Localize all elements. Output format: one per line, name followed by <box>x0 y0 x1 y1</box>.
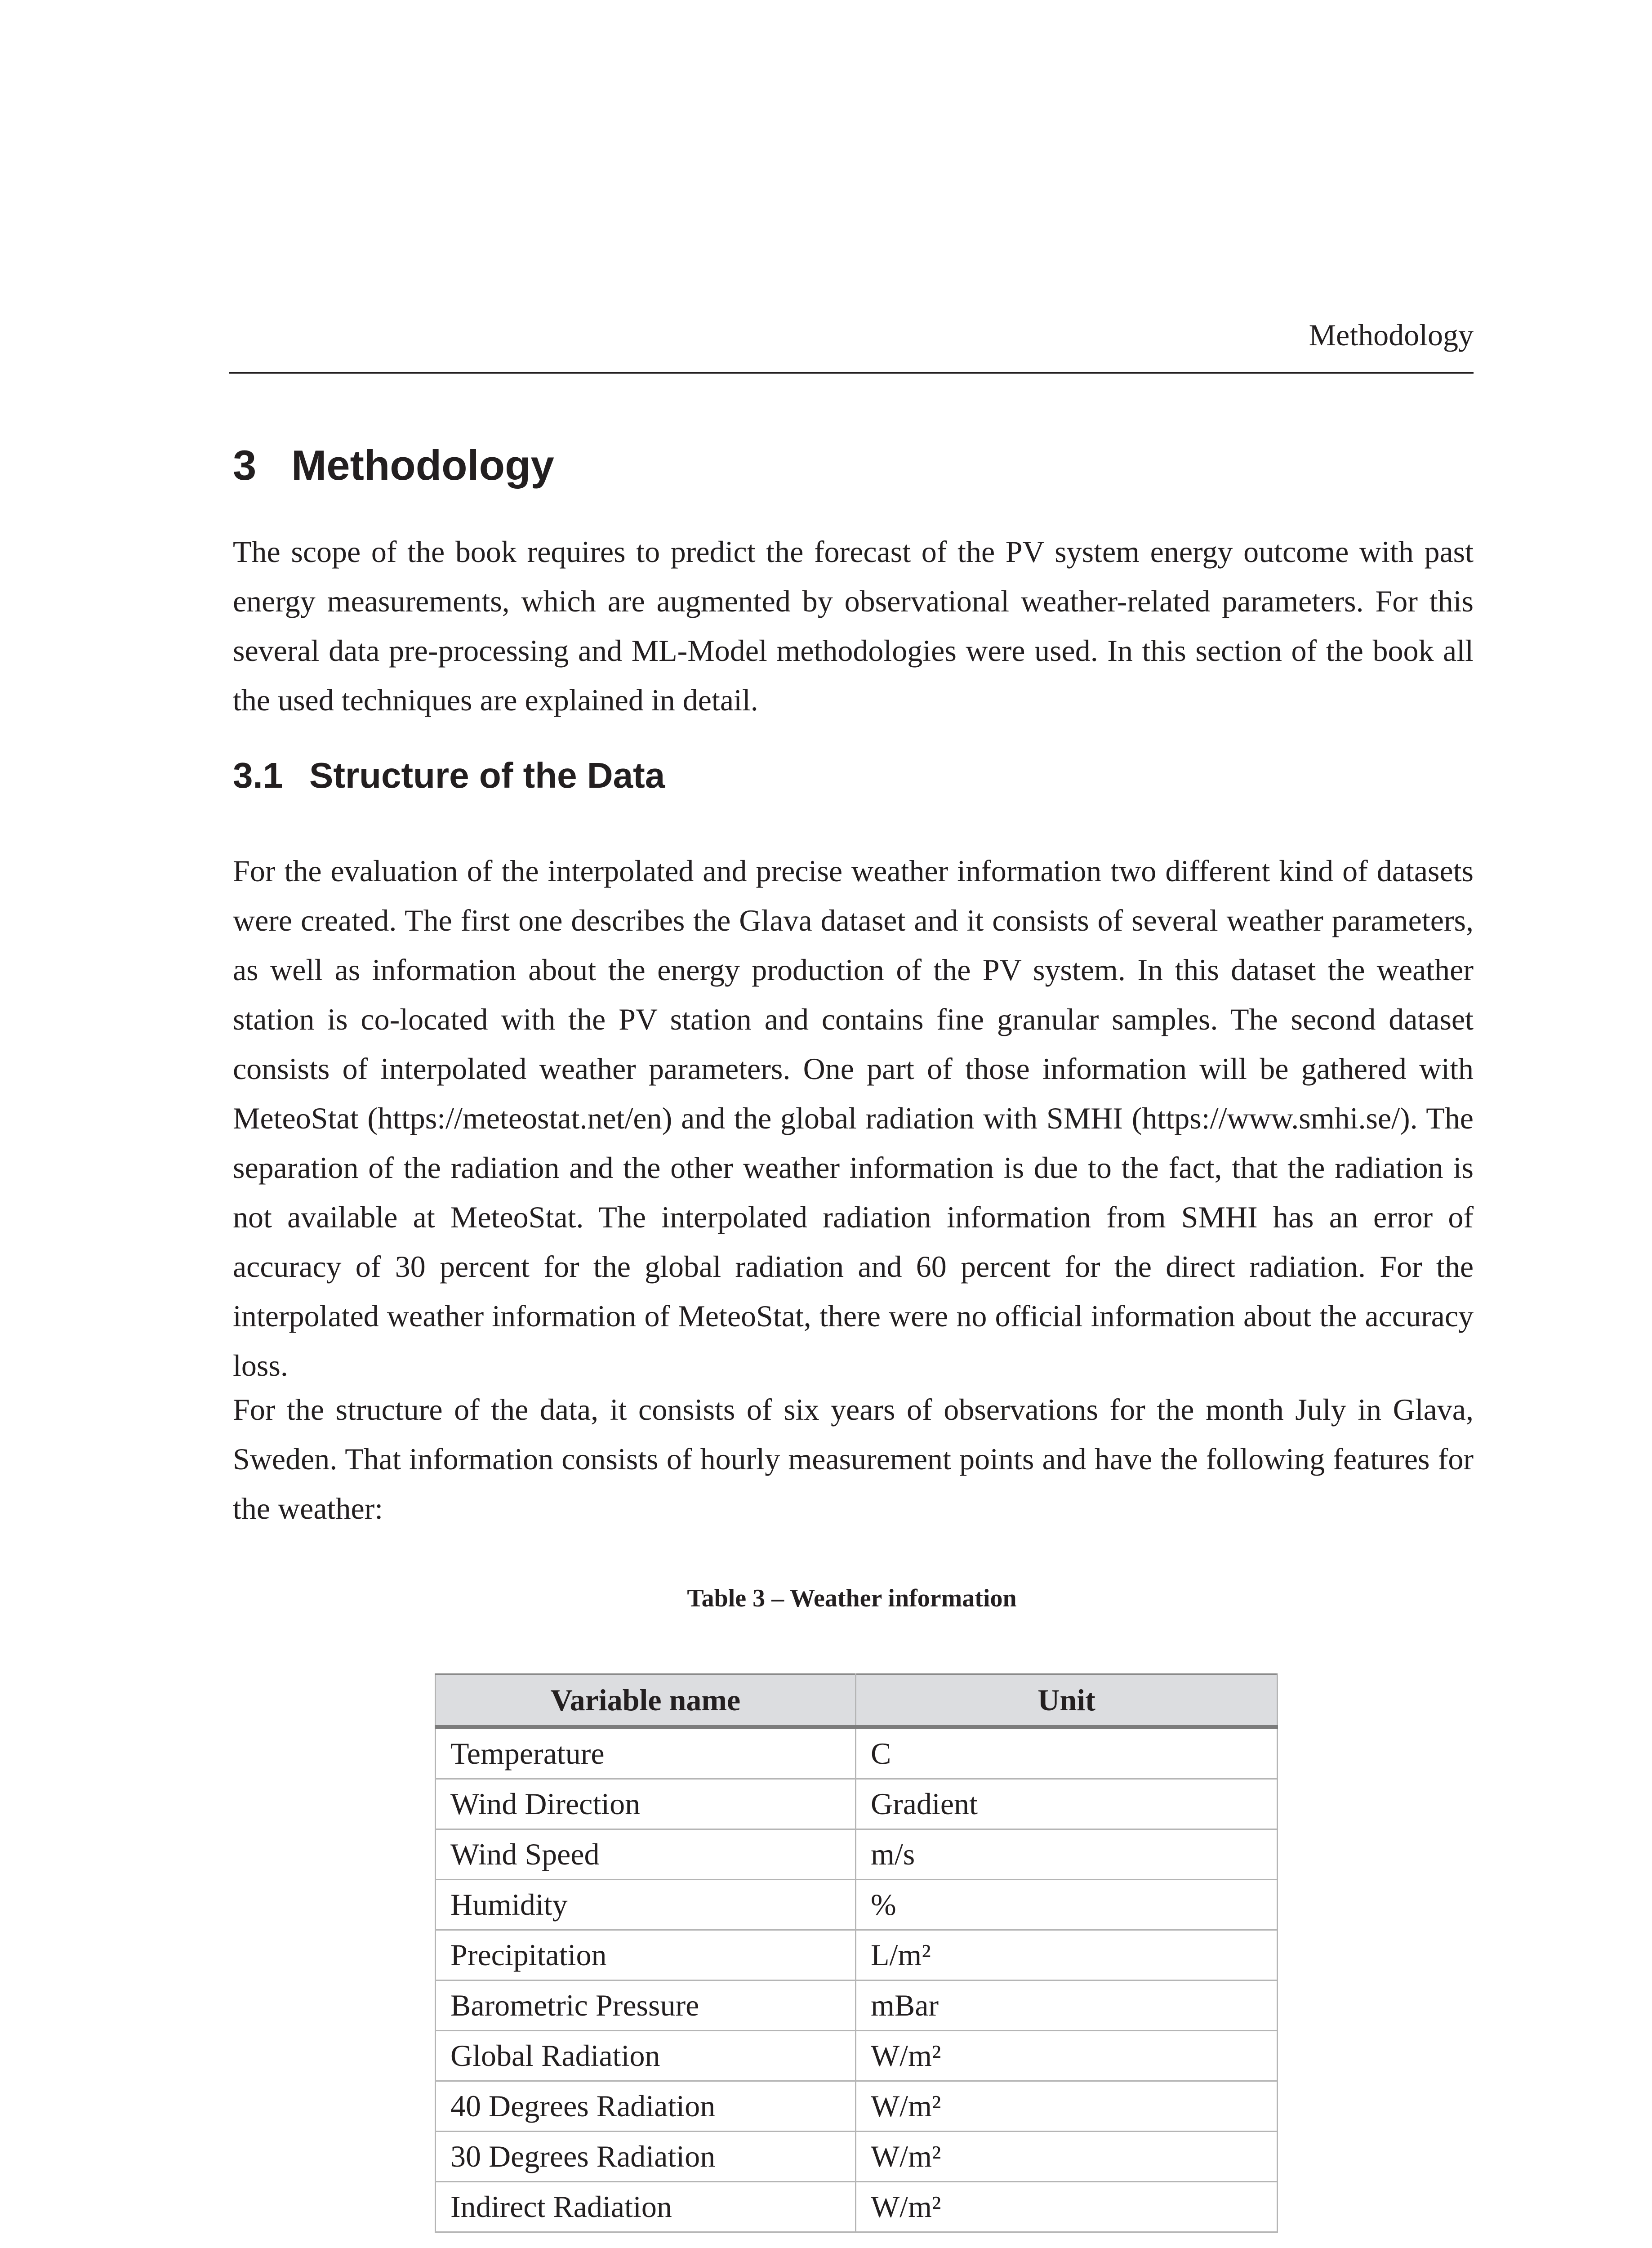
variable-name-cell: 30 Degrees Radiation <box>436 2132 856 2182</box>
unit-cell: W/m² <box>856 2081 1278 2132</box>
table-row <box>436 1829 1278 1880</box>
table-row <box>436 1930 1278 1980</box>
variable-name-cell: Temperature <box>436 1727 856 1779</box>
intro-paragraph: The scope of the book requires to predict the forecast of the PV system energy outcome with past energy measurements, which are augmented by observational weather-related parameters. For this several data pre-processing and ML-Model methodologies were used. In this section of the book all the used techniques are explained in detail. <box>233 535 1474 717</box>
unit-cell: % <box>856 1880 1278 1930</box>
weather-information-table <box>435 1673 1278 2233</box>
unit-cell: W/m² <box>856 2031 1278 2081</box>
table-row <box>436 2031 1278 2081</box>
table-row <box>436 2132 1278 2182</box>
unit-cell: L/m² <box>856 1930 1278 1980</box>
table-row <box>436 2182 1278 2232</box>
unit-cell: mBar <box>856 1980 1278 2031</box>
header-rule <box>229 372 1474 374</box>
variable-name-cell: 40 Degrees Radiation <box>436 2081 856 2132</box>
variable-name-cell: Barometric Pressure <box>436 1980 856 2031</box>
unit-cell: W/m² <box>856 2182 1278 2232</box>
unit-cell: Gradient <box>856 1779 1278 1829</box>
section-number: 3.1 <box>233 755 283 795</box>
variable-name-cell: Wind Direction <box>436 1779 856 1829</box>
table-caption: Table 3 – Weather information <box>687 1584 1017 1612</box>
unit-cell: W/m² <box>856 2132 1278 2182</box>
chapter-title <box>233 438 554 492</box>
variable-name-cell: Indirect Radiation <box>436 2182 856 2232</box>
unit-cell: m/s <box>856 1829 1278 1880</box>
variable-name-cell: Wind Speed <box>436 1829 856 1880</box>
section-title-text: Structure of the Data <box>309 755 665 795</box>
chapter-number: 3 <box>233 442 257 489</box>
table-row <box>436 1880 1278 1930</box>
table-row <box>436 1980 1278 2031</box>
column-header-unit: Unit <box>856 1674 1278 1727</box>
running-header: Methodology <box>1309 318 1474 352</box>
table-row <box>436 1779 1278 1829</box>
unit-cell: C <box>856 1727 1278 1779</box>
column-header-variable-name: Variable name <box>436 1674 856 1727</box>
body-paragraph: For the evaluation of the interpolated and precise weather information two different kind of datasets were created. The first one describes the Glava dataset and it consists of several weather parameters, as well as information about the energy production of the PV system. In this dataset the weather station is co-located with the PV station and contains fine granular samples. The second dataset consists of interpolated weather parameters. One part of those information will be gathered with MeteoStat (https://meteostat.net/en) and the global radiation with SMHI (https://www.smhi.se/). The separation of the radiation and the other weather information is due to the fact, that the radiation is not available at MeteoStat. The interpolated radiation information from SMHI has an error of accuracy of 30 percent for the global radiation and 60 percent for the direct radiation. For the interpolated weather information of MeteoStat, there were no official information about the accuracy loss. <box>233 854 1474 1383</box>
chapter-title-text: Methodology <box>291 442 554 489</box>
section-title <box>233 753 665 798</box>
variable-name-cell: Humidity <box>436 1880 856 1930</box>
table-row <box>436 2081 1278 2132</box>
variable-name-cell: Global Radiation <box>436 2031 856 2081</box>
variable-name-cell: Precipitation <box>436 1930 856 1980</box>
body-paragraph: For the structure of the data, it consists of six years of observations for the month July in Glava, Sweden. That information consists of hourly measurement points and have the following features for the weather: <box>233 1392 1474 1525</box>
table-row <box>436 1727 1278 1779</box>
table-header-row <box>436 1674 1278 1727</box>
